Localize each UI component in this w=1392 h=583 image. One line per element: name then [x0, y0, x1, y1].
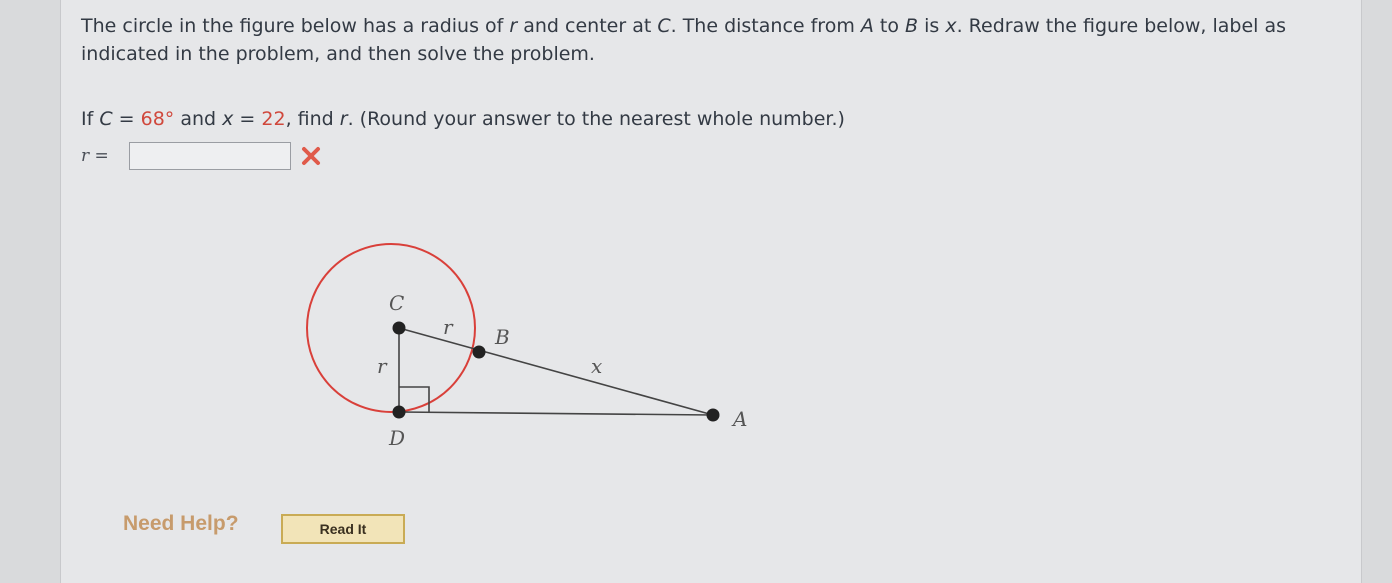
label-x: x: [591, 354, 603, 378]
question-if: If: [81, 108, 100, 130]
question-x-value: 22: [261, 108, 286, 130]
var-c: C: [657, 15, 671, 37]
label-b: B: [495, 325, 510, 349]
problem-text-5: is: [918, 15, 946, 37]
point-b: [473, 346, 486, 359]
point-d: [393, 406, 406, 419]
point-a: [707, 409, 720, 422]
question-and: and: [174, 108, 223, 130]
label-d: D: [389, 426, 406, 450]
label-c: C: [389, 291, 405, 315]
point-c: [393, 322, 406, 335]
problem-text-4: to: [873, 15, 906, 37]
problem-text-6: . Redraw the figure below, label as indicated in the problem, and then solve the problem.: [81, 15, 1287, 65]
question-r-label: r: [339, 108, 348, 130]
question-c-label: C: [99, 108, 113, 130]
var-a: A: [860, 15, 874, 37]
question-x-label: x: [222, 108, 234, 130]
problem-text-1: The circle in the figure below has a radius of: [81, 15, 510, 37]
segment-ca: [399, 328, 713, 415]
question-round: . (Round your answer to the nearest whole number.): [347, 108, 845, 130]
need-help-label: Need Help?: [123, 512, 239, 535]
answer-label: r =: [81, 146, 109, 166]
label-r-left: r: [377, 354, 387, 378]
problem-panel: [60, 0, 1362, 583]
var-b: B: [905, 15, 919, 37]
read-it-button[interactable]: Read It: [281, 514, 405, 544]
question-eq2: =: [233, 108, 262, 130]
segment-da: [399, 412, 713, 415]
geometry-figure: [61, 0, 1361, 583]
label-r-top: r: [443, 315, 453, 339]
label-a: A: [733, 407, 748, 431]
question-find: , find: [285, 108, 340, 130]
question-c-value: 68°: [140, 108, 175, 130]
var-r: r: [509, 15, 518, 37]
problem-text-2: and center at: [517, 15, 658, 37]
question-eq1: =: [112, 108, 141, 130]
problem-text-3: . The distance from: [670, 15, 861, 37]
var-x: x: [945, 15, 957, 37]
